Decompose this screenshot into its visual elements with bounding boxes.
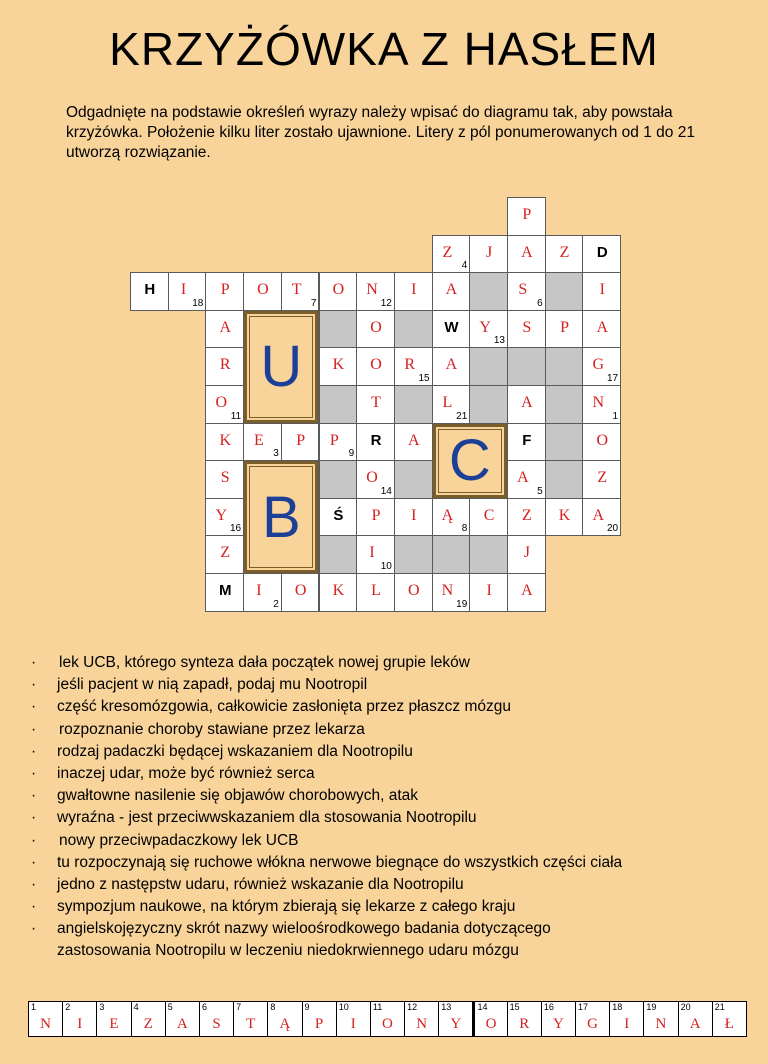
solution-number: 14 bbox=[477, 1002, 488, 1012]
grid-cell[interactable] bbox=[432, 310, 471, 349]
cell-number: 9 bbox=[348, 448, 355, 460]
grid-cell[interactable] bbox=[507, 460, 546, 499]
cell-letter: A bbox=[517, 469, 529, 487]
grid-cell[interactable] bbox=[507, 235, 546, 274]
clue-item: · sympozjum naukowe, na którym zbierają się lekarze z całego kraju bbox=[28, 896, 768, 918]
grid-cell[interactable] bbox=[432, 385, 471, 424]
grid-cell[interactable] bbox=[205, 573, 244, 612]
cell-number: 4 bbox=[461, 260, 468, 272]
cell-number: 11 bbox=[230, 410, 242, 422]
cell-number: 5 bbox=[537, 485, 543, 497]
blocked-cell bbox=[545, 385, 584, 424]
grid-cell[interactable] bbox=[507, 197, 546, 236]
grid-cell[interactable] bbox=[469, 310, 508, 349]
solution-letter: O bbox=[485, 1016, 497, 1032]
solution-letter: I bbox=[350, 1016, 356, 1032]
grid-cell[interactable] bbox=[130, 272, 169, 311]
solution-cell[interactable] bbox=[63, 1002, 97, 1036]
solution-cell[interactable] bbox=[166, 1002, 200, 1036]
blocked-cell bbox=[319, 460, 358, 499]
instructions: Odgadnięte na podstawie określeń wyrazy należy wpisać do diagramu tak, aby powstała krzyżówka. Położenie kilku liter zostało ujawnione. Litery z pól ponumerowanych od 1 do 21 utworzą rozwiązanie. bbox=[66, 104, 695, 161]
solution-cell[interactable] bbox=[29, 1002, 63, 1036]
cell-letter: J bbox=[523, 544, 530, 562]
cell-letter: I bbox=[599, 281, 605, 299]
solution-letter: O bbox=[382, 1016, 393, 1032]
grid-cell[interactable] bbox=[582, 310, 621, 349]
page-title: KRZYŻÓWKA Z HASŁEM bbox=[109, 23, 659, 75]
grid-cell[interactable] bbox=[356, 385, 395, 424]
solution-letter: Ł bbox=[724, 1016, 734, 1032]
blocked-cell bbox=[394, 535, 433, 574]
cell-letter: P bbox=[220, 281, 230, 299]
cell-letter: A bbox=[596, 318, 609, 336]
solution-letter: N bbox=[655, 1016, 667, 1032]
cell-letter: R bbox=[370, 431, 382, 449]
cell-letter: O bbox=[215, 394, 228, 411]
grid-cell[interactable] bbox=[356, 573, 395, 612]
grid-cell[interactable] bbox=[469, 235, 508, 274]
letter-tile-u: U bbox=[244, 311, 318, 423]
grid-cell[interactable] bbox=[507, 573, 546, 612]
clue-item: · angielskojęzyczny skrót nazwy wieloośrodkowego badania dotyczącego bbox=[28, 918, 768, 940]
cell-letter: L bbox=[442, 394, 453, 411]
grid-cell[interactable] bbox=[356, 460, 395, 499]
cell-letter: Z bbox=[442, 243, 453, 261]
cell-letter: Y bbox=[479, 318, 491, 336]
solution-cell[interactable] bbox=[508, 1002, 542, 1036]
solution-letter: N bbox=[40, 1016, 52, 1032]
cell-letter: S bbox=[220, 469, 230, 487]
grid-cell[interactable] bbox=[432, 235, 471, 274]
solution-letter: S bbox=[212, 1016, 221, 1032]
grid-cell[interactable] bbox=[394, 423, 433, 462]
grid-cell[interactable] bbox=[205, 535, 244, 574]
clue-item: · jedno z następstw udaru, również wskazanie dla Nootropilu bbox=[28, 874, 768, 896]
solution-number: 8 bbox=[270, 1002, 276, 1012]
grid-cell[interactable] bbox=[507, 498, 546, 537]
blocked-cell bbox=[319, 535, 358, 574]
cell-letter: R bbox=[404, 356, 416, 374]
blocked-cell bbox=[432, 535, 471, 574]
clue-item: · jeśli pacjent w nią zapadł, podaj mu Nootropil bbox=[28, 674, 768, 696]
grid-cell[interactable] bbox=[582, 498, 621, 537]
letter-tile-c: C bbox=[433, 424, 507, 498]
solution-number: 11 bbox=[372, 1002, 383, 1012]
grid-cell[interactable] bbox=[432, 498, 471, 537]
grid-cell[interactable] bbox=[582, 385, 621, 424]
blocked-cell bbox=[545, 460, 584, 499]
cell-letter: J bbox=[486, 243, 493, 261]
solution-cell[interactable] bbox=[200, 1002, 234, 1036]
cell-letter: L bbox=[371, 582, 381, 599]
cell-number: 14 bbox=[380, 485, 392, 497]
grid-cell[interactable] bbox=[582, 347, 621, 386]
solution-letter: Y bbox=[450, 1016, 462, 1032]
grid-cell[interactable] bbox=[469, 498, 508, 537]
grid-cell[interactable] bbox=[281, 573, 320, 612]
cell-letter: G bbox=[592, 356, 605, 374]
cell-letter: O bbox=[332, 281, 345, 299]
cell-letter: F bbox=[522, 431, 532, 449]
cell-letter: K bbox=[219, 431, 232, 449]
blocked-cell bbox=[545, 347, 584, 386]
cell-letter: O bbox=[596, 431, 609, 449]
cell-letter: N bbox=[592, 394, 605, 411]
grid-cell[interactable] bbox=[205, 347, 244, 386]
blocked-cell bbox=[319, 385, 358, 424]
grid-cell[interactable] bbox=[356, 272, 395, 311]
cell-letter: E bbox=[254, 431, 264, 449]
cell-letter: K bbox=[332, 356, 345, 374]
solution-cell[interactable] bbox=[405, 1002, 439, 1036]
grid-cell[interactable] bbox=[243, 272, 282, 311]
solution-cell[interactable] bbox=[371, 1002, 405, 1036]
solution-number: 20 bbox=[680, 1002, 691, 1012]
grid-cell[interactable] bbox=[507, 272, 546, 311]
grid-cell[interactable] bbox=[205, 385, 244, 424]
solution-cell[interactable] bbox=[303, 1002, 337, 1036]
cell-letter: Z bbox=[597, 469, 608, 487]
solution-letter: Y bbox=[552, 1016, 564, 1032]
grid-cell[interactable] bbox=[356, 423, 395, 462]
blocked-cell bbox=[394, 385, 433, 424]
cell-letter: S bbox=[518, 281, 528, 299]
grid-cell[interactable] bbox=[356, 535, 395, 574]
grid-cell[interactable] bbox=[507, 385, 546, 424]
solution-letter: I bbox=[624, 1016, 630, 1032]
solution-cell[interactable] bbox=[97, 1002, 131, 1036]
cell-letter: R bbox=[219, 356, 231, 374]
cell-letter: A bbox=[521, 243, 533, 261]
cell-letter: H bbox=[144, 281, 156, 299]
solution-cell[interactable] bbox=[473, 1002, 507, 1036]
cell-letter: S bbox=[522, 318, 532, 336]
grid-cell[interactable] bbox=[319, 573, 358, 612]
grid-cell[interactable] bbox=[205, 310, 244, 349]
solution-cell[interactable] bbox=[268, 1002, 302, 1036]
cell-letter: P bbox=[522, 206, 532, 223]
solution-letter: A bbox=[689, 1016, 701, 1032]
blocked-cell bbox=[507, 347, 546, 386]
blocked-cell bbox=[394, 460, 433, 499]
solution-number: 9 bbox=[304, 1002, 310, 1012]
solution-number: 21 bbox=[714, 1002, 725, 1012]
solution-number: 1 bbox=[31, 1002, 37, 1012]
solution-cell[interactable] bbox=[576, 1002, 610, 1036]
solution-number: 4 bbox=[133, 1002, 139, 1012]
cell-letter: O bbox=[294, 582, 307, 599]
cell-letter: A bbox=[219, 318, 232, 336]
solution-letter: Ą bbox=[279, 1016, 291, 1032]
clue-item: · nowy przeciwpadaczkowy lek UCB bbox=[28, 830, 768, 852]
cell-number: 7 bbox=[310, 297, 317, 309]
cell-letter: K bbox=[558, 506, 571, 524]
cell-letter: Ą bbox=[441, 506, 454, 524]
cell-letter: A bbox=[521, 582, 533, 599]
cell-number: 1 bbox=[612, 410, 619, 422]
grid-cell[interactable] bbox=[432, 347, 471, 386]
solution-letter: I bbox=[77, 1016, 83, 1032]
solution-number: 18 bbox=[612, 1002, 623, 1012]
cell-letter: Y bbox=[215, 506, 228, 524]
cell-number: 8 bbox=[461, 523, 468, 535]
cell-letter: W bbox=[444, 318, 459, 336]
solution-letter: A bbox=[176, 1016, 188, 1032]
cell-number: 15 bbox=[418, 372, 430, 384]
grid-cell[interactable] bbox=[319, 272, 358, 311]
clue-item: · wyraźna - jest przeciwwskazaniem dla stosowania Nootropilu bbox=[28, 807, 768, 829]
cell-letter: T bbox=[371, 394, 381, 411]
cell-number: 13 bbox=[493, 335, 505, 347]
solution-cell[interactable] bbox=[644, 1002, 678, 1036]
solution-letter: G bbox=[587, 1016, 599, 1032]
cell-letter: N bbox=[366, 281, 378, 299]
cell-letter: O bbox=[257, 281, 269, 299]
grid-cell[interactable] bbox=[545, 310, 584, 349]
cell-letter: C bbox=[483, 506, 495, 524]
solution-cell[interactable] bbox=[713, 1002, 747, 1036]
cell-letter: O bbox=[407, 582, 420, 599]
solution-cell[interactable] bbox=[132, 1002, 166, 1036]
grid-cell[interactable] bbox=[356, 347, 395, 386]
cell-number: 19 bbox=[456, 598, 468, 610]
grid-cell[interactable] bbox=[582, 235, 621, 274]
clue-list bbox=[28, 652, 768, 963]
grid-cell[interactable] bbox=[469, 573, 508, 612]
grid-cell[interactable] bbox=[168, 272, 207, 311]
cell-letter: N bbox=[441, 582, 454, 599]
cell-letter: Z bbox=[521, 506, 532, 524]
solution-cell[interactable] bbox=[679, 1002, 713, 1036]
solution-number: 13 bbox=[441, 1002, 452, 1012]
grid-cell[interactable] bbox=[319, 347, 358, 386]
grid-cell[interactable] bbox=[394, 573, 433, 612]
grid-cell[interactable] bbox=[281, 423, 320, 462]
cell-number: 16 bbox=[229, 523, 242, 535]
cell-letter: K bbox=[332, 582, 345, 599]
solution-number: 15 bbox=[509, 1002, 520, 1012]
solution-number: 17 bbox=[578, 1002, 589, 1012]
solution-number: 5 bbox=[167, 1002, 173, 1012]
cell-number: 17 bbox=[606, 372, 619, 384]
solution-number: 3 bbox=[99, 1002, 105, 1012]
grid-cell[interactable] bbox=[507, 310, 546, 349]
blocked-cell bbox=[469, 272, 508, 311]
grid-cell[interactable] bbox=[507, 535, 546, 574]
cell-letter: O bbox=[370, 356, 382, 374]
clue-item: · rozpoznanie choroby stawiane przez lekarza bbox=[28, 719, 768, 741]
cell-number: 2 bbox=[273, 598, 279, 610]
grid-cell[interactable] bbox=[243, 573, 282, 612]
grid-cell[interactable] bbox=[243, 423, 282, 462]
clue-item: · część kresomózgowia, całkowicie zasłonięta przez płaszcz mózgu bbox=[28, 696, 768, 718]
cell-letter: A bbox=[407, 431, 420, 449]
grid-cell[interactable] bbox=[205, 460, 244, 499]
solution-number: 2 bbox=[65, 1002, 71, 1012]
cell-letter: Z bbox=[559, 243, 570, 261]
cell-letter: I bbox=[486, 582, 492, 599]
cell-letter: I bbox=[411, 506, 417, 524]
grid-cell[interactable] bbox=[394, 498, 433, 537]
cell-number: 21 bbox=[456, 410, 468, 422]
grid-cell[interactable] bbox=[205, 423, 244, 462]
solution-cell[interactable] bbox=[439, 1002, 473, 1036]
solution-cell[interactable] bbox=[234, 1002, 268, 1036]
solution-cell[interactable] bbox=[610, 1002, 644, 1036]
solution-letter: T bbox=[246, 1016, 256, 1032]
blocked-cell bbox=[319, 310, 358, 349]
solution-number: 7 bbox=[236, 1002, 242, 1012]
solution-number: 12 bbox=[407, 1002, 418, 1012]
grid-cell[interactable] bbox=[582, 272, 621, 311]
cell-letter: A bbox=[592, 506, 605, 524]
cell-letter: D bbox=[596, 243, 608, 261]
solution-number: 10 bbox=[338, 1002, 349, 1012]
cell-number: 3 bbox=[273, 448, 279, 460]
solution-letter: Z bbox=[143, 1016, 153, 1032]
solution-cell[interactable] bbox=[337, 1002, 371, 1036]
cell-letter: P bbox=[296, 431, 306, 449]
blocked-cell bbox=[469, 535, 508, 574]
blocked-cell bbox=[469, 347, 508, 386]
solution-cell[interactable] bbox=[542, 1002, 576, 1036]
blocked-cell bbox=[545, 423, 584, 462]
grid-cell[interactable] bbox=[319, 423, 358, 462]
cell-letter: O bbox=[366, 469, 378, 487]
cell-letter: T bbox=[291, 281, 302, 299]
cell-letter: I bbox=[411, 281, 417, 299]
grid-cell[interactable] bbox=[356, 310, 395, 349]
clue-item: · inaczej udar, może być również serca bbox=[28, 763, 768, 785]
cell-letter: A bbox=[445, 281, 458, 299]
cell-letter: Z bbox=[220, 544, 231, 562]
blocked-cell bbox=[469, 385, 508, 424]
grid-cell[interactable] bbox=[507, 423, 546, 462]
grid-cell[interactable] bbox=[582, 423, 621, 462]
grid-cell[interactable] bbox=[545, 498, 584, 537]
grid-cell[interactable] bbox=[432, 573, 471, 612]
grid-cell[interactable] bbox=[356, 498, 395, 537]
cell-letter: M bbox=[218, 582, 232, 599]
grid-cell[interactable] bbox=[319, 498, 358, 537]
grid-cell[interactable] bbox=[205, 272, 244, 311]
solution-letter: E bbox=[109, 1016, 119, 1032]
grid-cell[interactable] bbox=[205, 498, 244, 537]
cell-letter: P bbox=[329, 431, 339, 449]
solution-number: 6 bbox=[201, 1002, 207, 1012]
cell-letter: Ś bbox=[333, 506, 344, 524]
solution-letter: P bbox=[314, 1016, 324, 1032]
clue-item-continuation: zastosowania Nootropilu w leczeniu niedokrwiennego udaru mózgu bbox=[57, 942, 519, 960]
cell-letter: I bbox=[180, 281, 187, 299]
cell-number: 10 bbox=[380, 560, 392, 572]
cell-letter: P bbox=[560, 318, 569, 336]
cell-letter: A bbox=[521, 394, 533, 411]
grid-cell[interactable] bbox=[394, 347, 433, 386]
cell-number: 12 bbox=[380, 297, 392, 309]
cell-letter: O bbox=[370, 318, 382, 336]
solution-letter: R bbox=[519, 1016, 530, 1032]
letter-tile-b: B bbox=[244, 461, 318, 573]
solution-number: 19 bbox=[646, 1002, 657, 1012]
solution-strip bbox=[28, 1001, 747, 1037]
grid-cell[interactable] bbox=[281, 272, 320, 311]
cell-number: 20 bbox=[606, 523, 619, 535]
blocked-cell bbox=[545, 272, 584, 311]
solution-number: 16 bbox=[543, 1002, 554, 1012]
cell-letter: P bbox=[371, 506, 381, 524]
blocked-cell bbox=[394, 310, 433, 349]
cell-number: 18 bbox=[192, 297, 204, 309]
cell-letter: A bbox=[445, 356, 458, 374]
solution-letter: N bbox=[416, 1016, 428, 1032]
clue-item: · tu rozpoczynają się ruchowe włókna nerwowe biegnące do wszystkich części ciała bbox=[28, 852, 768, 874]
clue-item: · rodzaj padaczki będącej wskazaniem dla Nootropilu bbox=[28, 741, 768, 763]
grid-cell[interactable] bbox=[582, 460, 621, 499]
grid-cell[interactable] bbox=[432, 272, 471, 311]
cell-letter: I bbox=[369, 544, 375, 562]
clue-item: · lek UCB, którego synteza dała początek nowej grupie leków bbox=[28, 652, 768, 674]
cell-number: 6 bbox=[537, 297, 543, 309]
grid-cell[interactable] bbox=[394, 272, 433, 311]
grid-cell[interactable] bbox=[545, 235, 584, 274]
clue-item: · gwałtowne nasilenie się objawów chorobowych, atak bbox=[28, 785, 768, 807]
cell-letter: I bbox=[256, 582, 262, 599]
